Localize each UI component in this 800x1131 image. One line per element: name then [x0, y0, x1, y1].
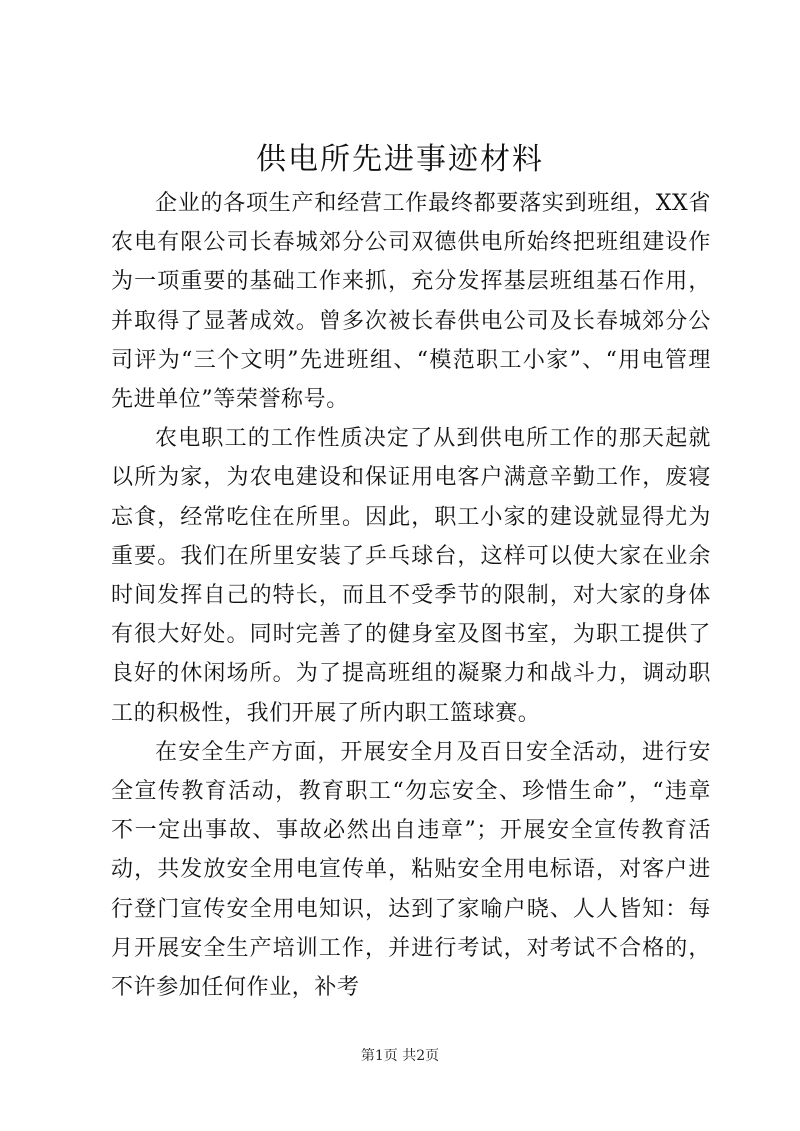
document-body — [111, 184, 711, 1007]
paragraph-1: 企业的各项生产和经营工作最终都要落实到班组，XX省农电有限公司长春城郊分公司双德供电所始终把班组建设作为一项重要的基础工作来抓，充分发挥基层班组基石作用，并取得了显著成效。曾多次被长春供电公司及长春城郊分公司评为“三个文明”先进班组、“模范职工小家”、“用电管理先进单位”等荣誉称号。 — [111, 191, 711, 413]
paragraph-3: 在安全生产方面，开展安全月及百日安全活动，进行安全宣传教育活动，教育职工“勿忘安全、珍惜生命”，“违章不一定出事故、事故必然出自违章”；开展安全宣传教育活动，共发放安全用电宣传单，粘贴安全用电标语，对客户进行登门宣传安全用电知识，达到了家喻户晓、人人皆知：每月开展安全生产培训工作，并进行考试，对考试不合格的，不许参加任何作业，补考 — [111, 739, 711, 1001]
paragraph-2: 农电职工的工作性质决定了从到供电所工作的那天起就以所为家，为农电建设和保证用电客户满意辛勤工作，废寝忘食，经常吃住在所里。因此，职工小家的建设就显得尤为重要。我们在所里安装了乒乓球台，这样可以使大家在业余时间发挥自己的特长，而且不受季节的限制，对大家的身体有很大好处。同时完善了的健身室及图书室，为职工提供了良好的休闲场所。为了提高班组的凝聚力和战斗力，调动职工的积极性，我们开展了所内职工篮球赛。 — [111, 426, 711, 726]
document-title: 供电所先进事迹材料 — [256, 142, 544, 177]
page-footer: 第1页 共2页 — [360, 1048, 440, 1064]
